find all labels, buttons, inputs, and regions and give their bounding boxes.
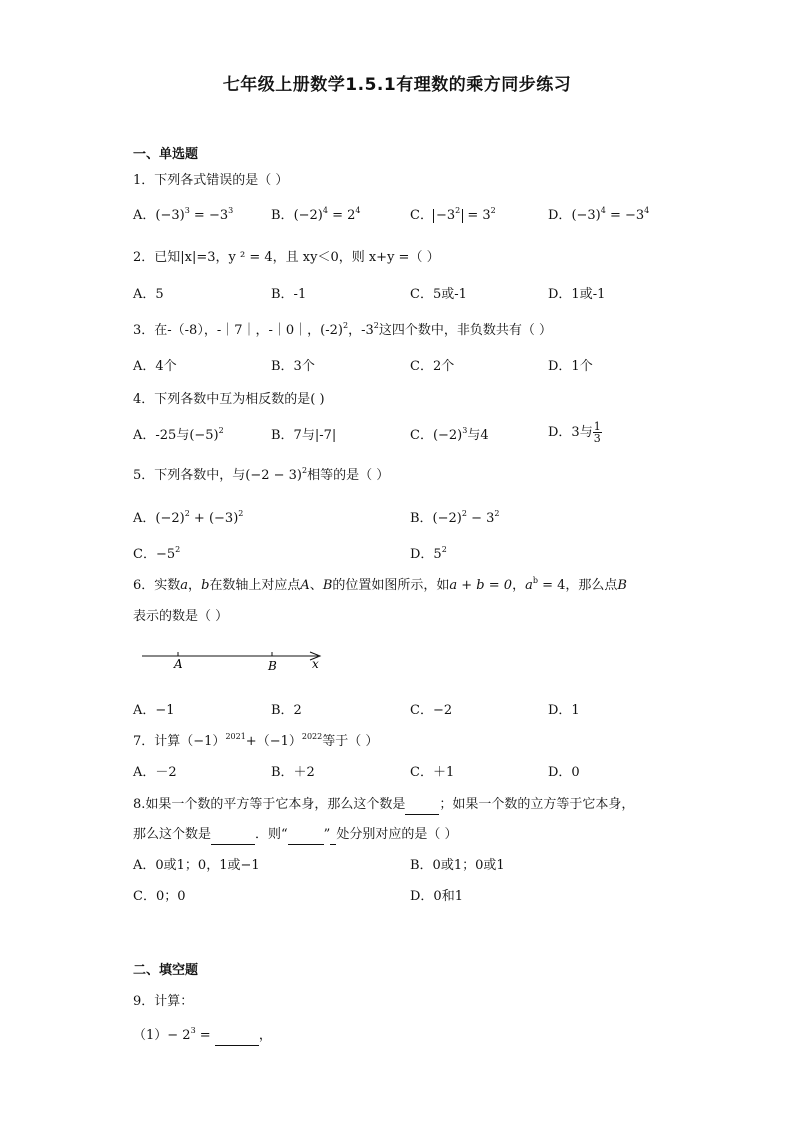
question-7-option-b: B．＋2 <box>271 765 315 780</box>
page-title: 七年级上册数学1.5.1有理数的乘方同步练习 <box>222 75 572 95</box>
question-5-option-b: B．$(-2)^2 - 3^2$ <box>410 509 500 526</box>
question-6-stem-line-2: 表示的数是（ ） <box>133 609 229 624</box>
axis-x-label: x <box>312 657 319 671</box>
question-2-option-b: B．-1 <box>271 287 307 302</box>
number-line-figure <box>140 645 330 675</box>
question-8-option-d: D．0和1 <box>410 889 463 904</box>
answer-blank[interactable] <box>405 796 439 815</box>
question-5-option-a: A．$(-2)^2 + (-3)^2$ <box>133 509 244 526</box>
question-5-stem: 5．下列各数中，与$(-2 - 3)^2$相等的是（ ） <box>133 466 390 483</box>
question-6-stem-line-1: 6．实数a，b在数轴上对应点A、B的位置如图所示，如a + b = 0，$a^b = 4$，那么点B <box>133 576 627 593</box>
section-heading-single-choice: 一、单选题 <box>133 147 199 162</box>
section-heading-fill-blank: 二、填空题 <box>133 963 199 978</box>
question-4-option-c: C．$(-2)^3$与4 <box>410 426 489 443</box>
quoted-blank <box>288 826 324 845</box>
question-6-option-a: A．−1 <box>133 703 175 718</box>
question-7-option-c: C．＋1 <box>410 765 455 780</box>
question-2-option-c: C．5或-1 <box>410 287 467 302</box>
question-5-option-c: C．$-5^2$ <box>133 545 181 562</box>
question-6-option-b: B．2 <box>271 703 302 718</box>
question-4-option-b: B．7与|-7| <box>271 428 337 443</box>
question-4-option-d: D．3与 $\frac{1}{3}$ <box>548 420 601 445</box>
question-2-option-d: D．1或-1 <box>548 287 606 302</box>
question-4-option-a: A．-25与$(-5)^2$ <box>133 426 224 443</box>
question-8-stem-line-1: 8.如果一个数的平方等于它本身，那么这个数是 ；如果一个数的立方等于它本身， <box>133 796 634 815</box>
question-9-sub-1: $(1)- 2^3$ = ， <box>133 1027 272 1046</box>
question-3-option-d: D．1个 <box>548 359 593 374</box>
question-8-option-b: B．0或1；0或1 <box>410 858 505 873</box>
question-7-stem: 7．计算$(-1)^{2021}+(-1)^{2022}$等于（ ） <box>133 732 379 749</box>
fraction-one-third: $\frac{1}{3}$ <box>593 420 601 445</box>
point-a-label: A <box>174 657 183 671</box>
question-1-stem: 1．下列各式错误的是（ ） <box>133 173 289 188</box>
question-1-option-c: C． $-3^2 = 3^2$ <box>410 206 496 223</box>
question-5-option-d: D．$5^2$ <box>410 545 447 562</box>
question-3-option-c: C．2个 <box>410 359 455 374</box>
question-1-option-d: D．$(-3)^4 = -3^4$ <box>548 206 650 223</box>
question-2-stem: 2．已知|x|=3，y ² = 4，且 xy＜0，则 x+y =（ ） <box>133 250 440 265</box>
question-1-option-b: B．$(-2)^4 = 2^4$ <box>271 206 361 223</box>
question-6-option-d: D．1 <box>548 703 580 718</box>
question-3-stem: 3．在-（-8），-｜7｜，-｜0｜，$(-2)^2$，$-3^2$这四个数中，非负数共有（ ） <box>133 321 552 338</box>
question-3-option-b: B．3个 <box>271 359 315 374</box>
question-7-option-d: D．0 <box>548 765 580 780</box>
question-2-option-a: A．5 <box>133 287 164 302</box>
question-3-option-a: A．4个 <box>133 359 177 374</box>
point-b-label: B <box>268 659 277 673</box>
question-8-option-a: A．0或1；0，1或−1 <box>133 858 260 873</box>
question-8-option-c: C．0；0 <box>133 889 186 904</box>
question-4-stem: 4．下列各数中互为相反数的是( ) <box>133 392 325 407</box>
answer-blank[interactable] <box>215 1027 259 1046</box>
question-6-option-c: C．−2 <box>410 703 453 718</box>
question-8-stem-line-2: 那么这个数是 ．则“ ” 处分别对应的是（ ） <box>133 826 457 845</box>
question-7-option-a: A．－2 <box>133 765 177 780</box>
answer-blank[interactable] <box>211 826 255 845</box>
question-1-option-a: A．$(-3)^3 = -3^3$ <box>133 206 234 223</box>
question-9-stem: 9．计算： <box>133 994 194 1009</box>
